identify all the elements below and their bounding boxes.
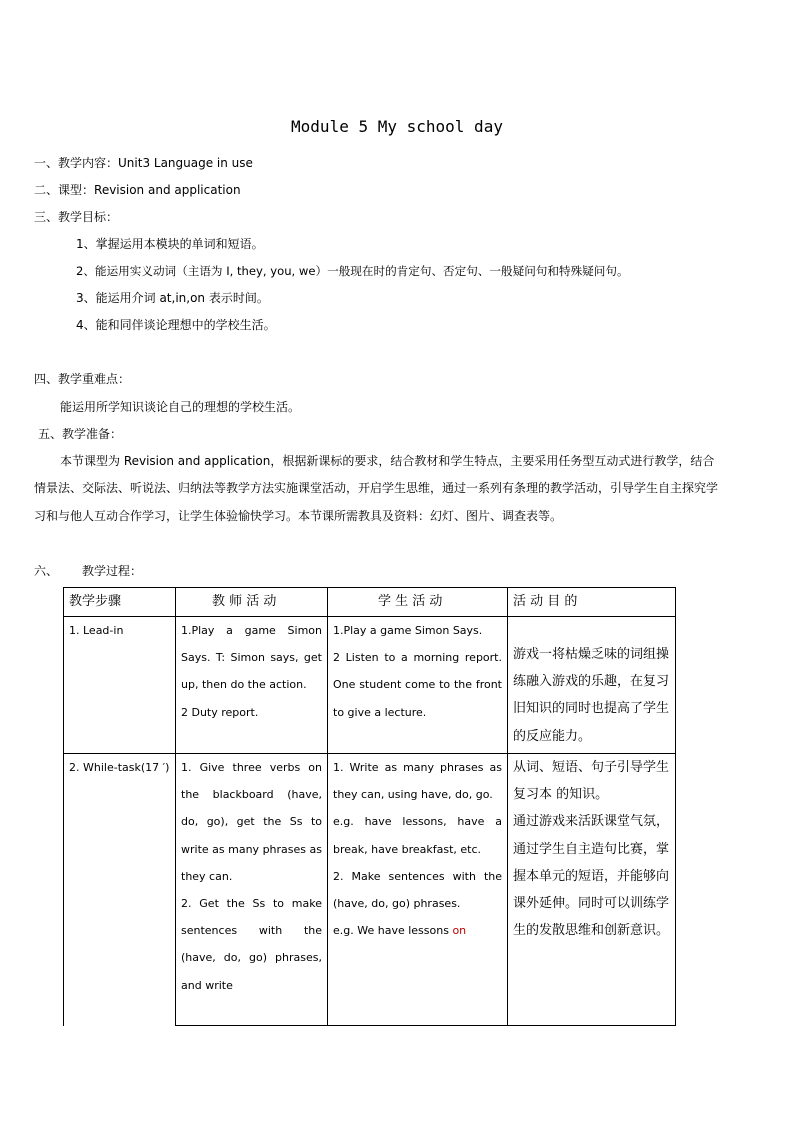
table-row	[64, 754, 676, 1026]
goal-2: 2、能运用实义动词（主语为 I, they, you, we）一般现在时的肯定句、否定句、一般疑问句和特殊疑问句。	[76, 264, 629, 278]
section-4-body: 能运用所学知识谈论自己的理想的学校生活。	[60, 400, 301, 414]
goal-3: 3、能运用介词 at,in,on 表示时间。	[76, 291, 269, 305]
section-text: 教学准备：	[62, 427, 123, 441]
section-2	[34, 182, 241, 198]
section-1	[34, 155, 253, 171]
goal-4: 4、能和同伴谈论理想中的学校生活。	[76, 318, 276, 332]
teaching-process-table	[63, 587, 676, 1026]
section-text: 教学重难点：	[58, 372, 131, 386]
goal-1: 1、掌握运用本模块的单词和短语。	[76, 237, 264, 251]
section-text: 课型：Revision and application	[58, 183, 241, 197]
cell-student	[328, 754, 508, 1026]
section-number: 二、	[34, 183, 59, 197]
section-number: 五、	[38, 427, 63, 441]
section-4	[34, 371, 130, 387]
cell-step: 2. While-task(17 ′)	[64, 754, 176, 1026]
header-teacher: 教 师 活 动	[176, 588, 328, 617]
cell-teacher: 1.Play a game Simon Says. T: Simon says, get up, then do the action. 2 Duty report.	[176, 617, 328, 754]
cell-teacher: 1. Give three verbs on the blackboard (have, do, go), get the Ss to write as many phrases as they can. 2. Get the Ss to make sentences with the (have, do, go) phrases, and write	[176, 754, 328, 1026]
section-number: 四、	[34, 372, 59, 386]
section-text: 教学过程：	[82, 564, 143, 578]
section-text: 教学目标：	[58, 210, 119, 224]
student-text: 1. Write as many phrases as they can, using have, do, go. e.g. have lessons, have a break, have breakfast, etc. 2. Make sentences with the (have, do, go) phrases. e.g. We have lessons	[333, 761, 502, 938]
student-text-highlight: on	[452, 924, 467, 938]
section-text: 教学内容：Unit3 Language in use	[58, 156, 253, 170]
header-student: 学 生 活 动	[328, 588, 508, 617]
cell-student: 1.Play a game Simon Says. 2 Listen to a morning report. One student come to the front to give a lecture.	[328, 617, 508, 754]
section-number: 一、	[34, 156, 59, 170]
header-purpose: 活 动 目 的	[508, 588, 676, 617]
cell-purpose: 游戏一将枯燥乏味的词组操练融入游戏的乐趣，在复习旧知识的同时也提高了学生的反应能力。	[508, 617, 676, 754]
cell-step: 1. Lead-in	[64, 617, 176, 754]
section-5-body	[34, 448, 724, 530]
section-number: 三、	[34, 210, 59, 224]
section-number: 六、	[34, 564, 59, 578]
page-title: Module 5 My school day	[291, 117, 503, 136]
section-6	[34, 563, 142, 579]
table-header-row	[64, 588, 676, 617]
cell-purpose: 从词、短语、句子引导学生复习本 的知识。 通过游戏来活跃课堂气氛，通过学生自主造句比赛，掌握本单元的短语，并能够向课外延伸。同时可以训练学生的发散思维和创新意识。	[508, 754, 676, 1026]
header-step: 教学步骤	[64, 588, 176, 617]
table-row	[64, 617, 676, 754]
section-5	[38, 426, 122, 442]
section-5-text: 本节课型为 Revision and application，根据新课标的要求，结合教材和学生特点，主要采用任务型互动式进行教学，结合情景法、交际法、听说法、归纳法等教学方法实施课堂活动，开启学生思维，通过一系列有条理的教学活动，引导学生自主探究学习和与他人互动合作学习，让学生体验愉快学习。本节课所需教具及资料：幻灯、图片、调查表等。	[34, 454, 719, 523]
section-3	[34, 209, 118, 225]
